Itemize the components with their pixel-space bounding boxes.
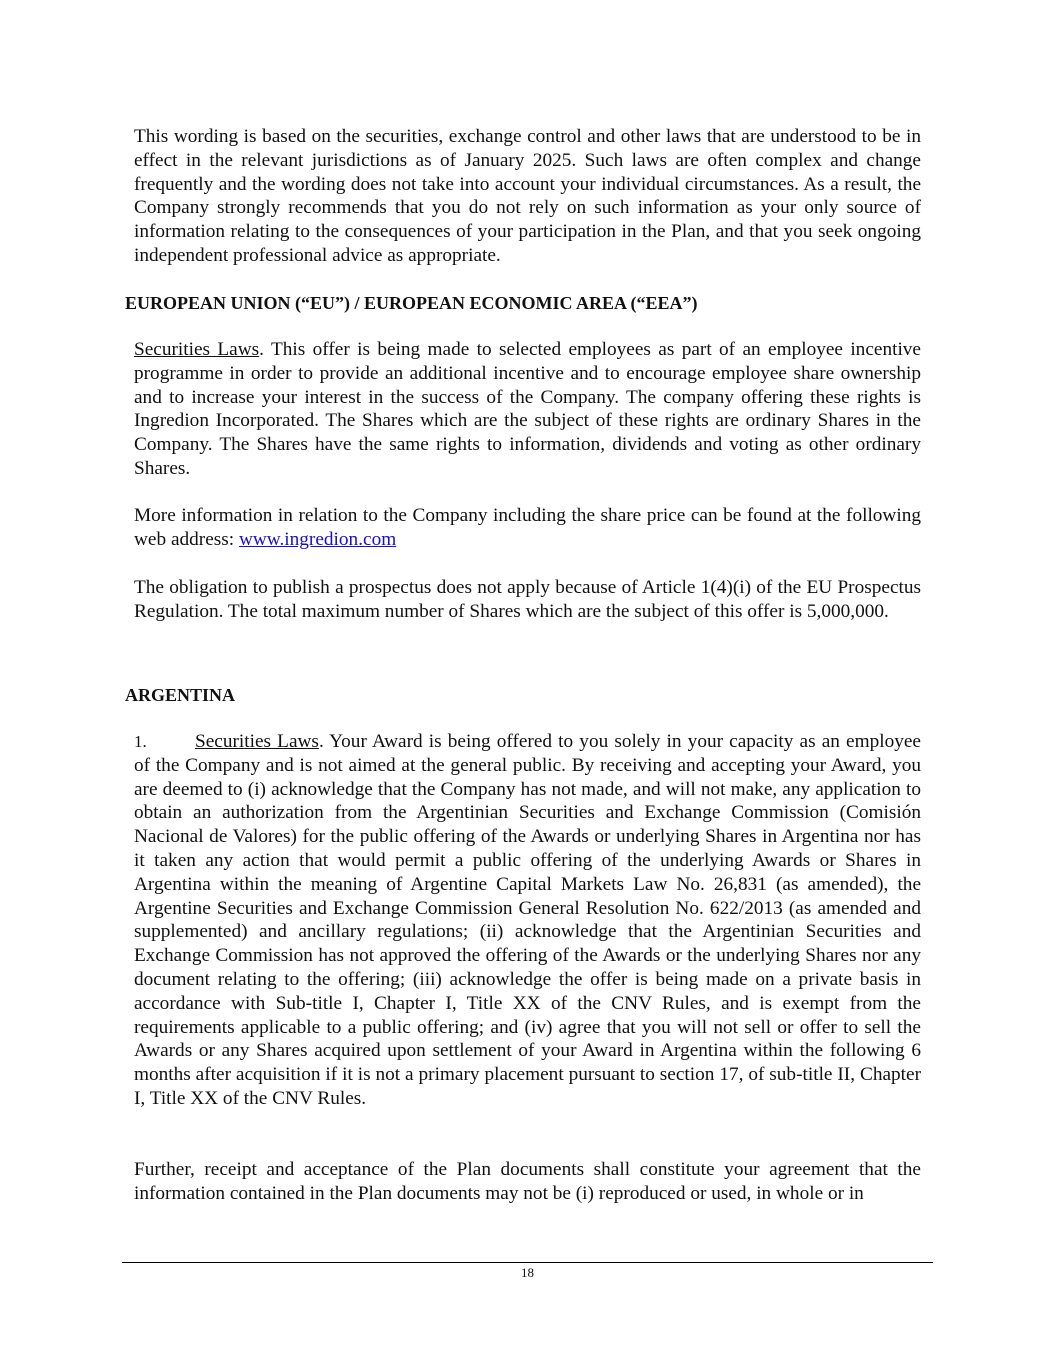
argentina-further-text: Further, receipt and acceptance of the Plan documents shall constitute your agreement that the information contained in the Plan documents may not be (i) reproduced or used, in whole or in [134,1159,921,1204]
eu-securities-paragraph [134,338,921,481]
eu-prospectus-paragraph [134,576,921,624]
eu-prospectus-text: The obligation to publish a prospectus does not apply because of Article 1(4)(i) of the EU Prospectus Regulation. The total maximum number of Shares which are the subject of this offer is 5,000,000. [134,577,921,622]
eu-more-info-paragraph [134,504,921,552]
argentina-further-paragraph [134,1158,921,1206]
footer-divider [122,1262,933,1263]
eu-securities-title: Securities Laws [134,339,260,360]
argentina-heading: ARGENTINA [125,685,236,705]
argentina-securities-text: . Your Award is being offered to you solely in your capacity as an employee of the Company and is not aimed at the general public. By receiving and accepting your Award, you are deemed to (i) acknowledge that the Company has not made, and will not make, any application to obtain an authorization from the Argentinian Securities and Exchange Commission (Comisión Nacional de Valores) for the public offering of the Awards or underlying Shares in Argentina nor has it taken any action that would permit a public offering of the underlying Awards or Shares in Argentina within the meaning of Argentine Capital Markets Law No. 26,831 (as amended), the Argentine Securities and Exchange Commission General Resolution No. 622/2013 (as amended and supplemented) and ancillary regulations; (ii) acknowledge that the Argentinian Securities and Exchange Commission has not approved the offering of the Awards or the underlying Shares nor any document relating to the offering; (iii) acknowledge the offer is being made on a private basis in accordance with Sub-title I, Chapter I, Title XX of the CNV Rules, and is exempt from the requirements applicable to a public offering; and (iv) agree that you will not sell or offer to sell the Awards or any Shares acquired upon settlement of your Award in Argentina within the following 6 months after acquisition if it is not a primary placement pursuant to section 17, of sub-title II, Chapter I, Title XX of the CNV Rules. [134,731,921,1109]
argentina-item-number: 1. [134,732,147,751]
page-number: 18 [521,1265,534,1280]
eu-more-info-text: More information in relation to the Company including the share price can be found at the following web address: [134,505,921,550]
eu-heading: EUROPEAN UNION (“EU”) / EUROPEAN ECONOMIC AREA (“EEA”) [125,293,698,313]
eu-securities-text: . This offer is being made to selected employees as part of an employee incentive programme in order to provide an additional incentive and to encourage employee share ownership and to increase your interest in the success of the Company. The company offering these rights is Ingredion Incorporated. The Shares which are the subject of these rights are ordinary Shares in the Company. The Shares have the same rights to information, dividends and voting as other ordinary Shares. [134,339,921,479]
argentina-securities-paragraph [134,730,921,1111]
intro-text: This wording is based on the securities, exchange control and other laws that are understood to be in effect in the relevant jurisdictions as of January 2025. Such laws are often complex and change frequently and the wording does not take into account your individual circumstances. As a result, the Company strongly recommends that you do not rely on such information as your only source of information relating to the consequences of your participation in the Plan, and that you seek ongoing independent professional advice as appropriate. [134,126,921,266]
argentina-securities-title: Securities Laws [195,731,319,752]
intro-paragraph [134,125,921,268]
ingredion-link[interactable]: www.ingredion.com [238,528,397,550]
